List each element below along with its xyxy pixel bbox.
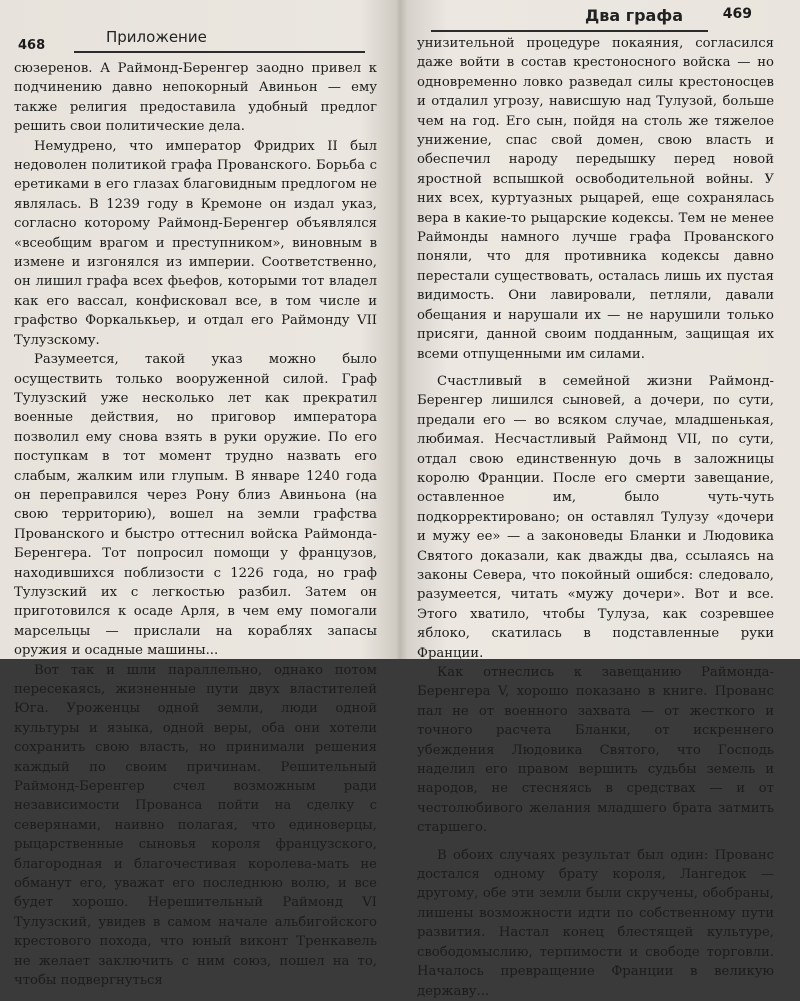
paragraph: Счастливый в семейной жизни Раймонд-Беренгер лишился сыновей, а дочери, по сути, предали его — во всяком случае, младшенькая, любимая. Несчастливый Раймонд VII, по сути, отдал свою единственную дочь в заложницы королю Франции. После его смерти завещание, оставленное им, было чуть-чуть подкорректировано; он оставлял Тулузу «дочери и мужу ее» — а законоведы Бланки и Людовика Святого доказали, как дважды два, ссылаясь на законы Севера, что покойный ошибся: следовало, разумеется, читать «мужу дочери». Вот и все. Этого хватило, чтобы Тулуза, как созревшее яблоко, скатилась в подставленные руки Франции. bbox=[417, 373, 774, 661]
paragraph: унизительной процедуре покаяния, согласился даже войти в состав крестоносного войска — но одновременно ловко разведал силы крестоносцев и отдалил угрозу, нависшую над Тулузой, больше чем на год. Его сын, пойдя на столь же тяжелое унижение, спас свой домен, свою власть и обеспечил народу передышку перед новой яростной вспышкой освободительной войны. У них всех, куртуазных рыцарей, еще сохранялась вера в какие-то рыцарские кодексы. Тем не менее Раймонды намного лучше графа Прованского поняли, что для противника кодексы давно перестали существовать, осталась лишь их пустая видимость. Они лавировали, петляли, давали обещания и нарушали их — не нарушили только присяги, данной своим подданным, защищая их всеми отпущенными им силами. bbox=[417, 36, 774, 362]
paragraph: Разумеется, такой указ можно было осуществить только вооруженной силой. Граф Тулузский уже несколько лет как прекратил военные действия, но приговор императора позволил ему снова взять в руки оружие. По его поступкам в тот момент трудно назвать его слабым, жалким или глупым. В январе 1240 года он переправился через Рону близ Авиньона (на свою территорию), вошел на земли графства Прованского и быстро оттеснил войска Раймонда-Беренгера. Тот попросил помощи у французов, находившихся поблизости с 1226 года, но граф Тулузский их с легкостью разбил. Затем он приготовился к осаде Арля, в чем ему помогали марсельцы — прислали на кораблях запасы оружия и осадные машины... bbox=[14, 352, 377, 659]
left-page-body bbox=[14, 59, 377, 991]
right-page-number: 469 bbox=[722, 6, 752, 22]
left-page-number: 468 bbox=[18, 38, 46, 53]
paragraph: Вот так и шли параллельно, однако потом пересекаясь, жизненные пути двух властителей Юга. Уроженцы одной земли, люди одной культуры и языка, одной веры, оба они хотели сохранить свою власть, но принимали решения каждый по своим причинам. Решительный Раймонд-Беренгер счел возможным ради независимости Прованса пойти на сделку с северянами, наивно полагая, что единоверцы, рыцарственные сыновья короля французского, благородная и благочестивая королева-мать не обманут его, уважат его последнюю волю, и все будет хорошо. Нерешительный Раймонд VI Тулузский, увидев в самом начале альбигойского крестового похода, что юный виконт Тренкавель не желает заключить с ним союз, пошел на то, чтобы подвергнуться bbox=[14, 662, 377, 989]
right-running-title: Два графа bbox=[585, 6, 684, 25]
paragraph: Как отнеслись к завещанию Раймонда-Беренгера V, хорошо показано в книге. Прованс пал не от военного захвата — от жесткого и точного расчета Бланки, от искреннего убеждения Людовика Святого, что Господь наделил его правом вершить судьбы земель и народов, не стесняясь в средствах — и от честолюбивого желания младшего брата затмить старшего. bbox=[417, 665, 774, 836]
right-page-body bbox=[417, 34, 774, 1001]
right-header-rule bbox=[431, 30, 708, 32]
right-page bbox=[403, 0, 800, 999]
paragraph: Немудрено, что император Фридрих II был недоволен политикой графа Прованского. Борьба с еретиками в его глазах благовидным предлогом не являлась. В 1239 году в Кремоне он издал указ, согласно которому Раймонд-Беренгер объявлялся «всеобщим врагом и преступником», виновным в измене и изгонялся из империи. Соответственно, он лишил графа всех фьефов, которыми тот владел как его вассал, конфисковал все, в том числе и графство Форкалькьер, и отдал его Раймонду VII Тулузскому. bbox=[14, 138, 377, 348]
left-running-title: Приложение bbox=[106, 28, 207, 46]
left-page-header bbox=[14, 0, 371, 53]
paragraph: В обоих случаях результат был один: Прованс достался одному брату короля, Лангедок — другому, обе эти земли были скручены, обобраны, лишены возможности идти по собственному пути развития. Настал конец блестящей культуре, свободомыслию, терпимости и свободе торговли. Началось превращение Франции в великую державу... bbox=[417, 847, 774, 999]
paragraph: сюзеренов. А Раймонд-Беренгер заодно привел к подчинению давно непокорный Авиньон — ему также религия предоставила удобный предлог решить свои политические дела. bbox=[14, 61, 377, 135]
left-page bbox=[0, 0, 397, 989]
left-header-rule bbox=[74, 51, 365, 53]
